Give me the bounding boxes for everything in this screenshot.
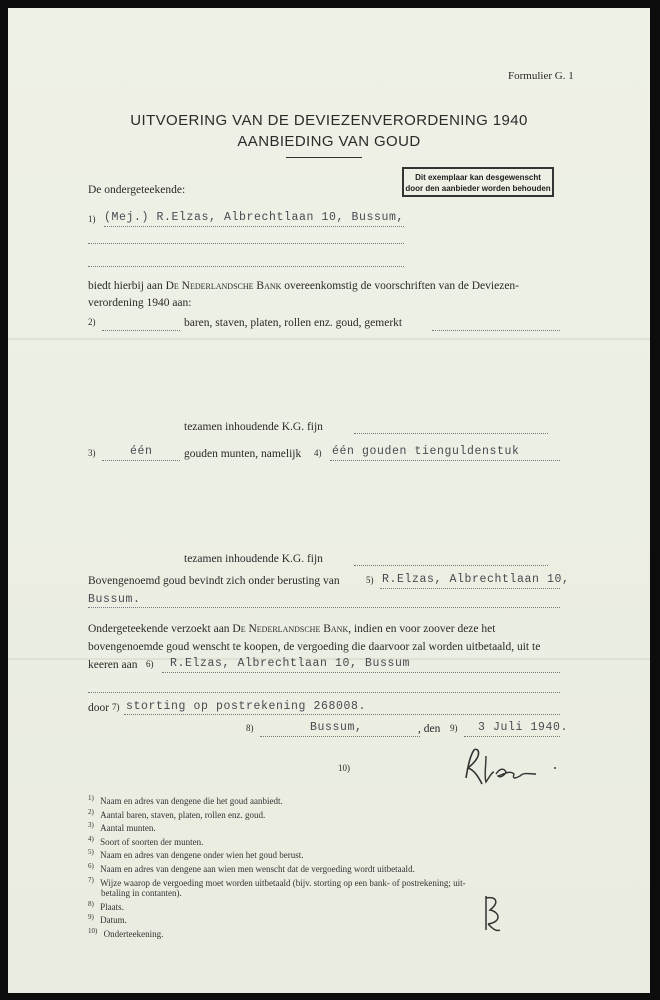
offer-text-post: overeenkomstig de voorschriften van de Deviezen- <box>284 280 519 292</box>
footnote-num: 1) <box>88 794 94 802</box>
offer-text-line-2: verordening 1940 aan: <box>88 297 192 309</box>
date-line <box>464 736 560 737</box>
undersigned-label: De ondergeteekende: <box>88 184 186 196</box>
date-label: , den <box>418 723 441 735</box>
title-line-1: UITVOERING VAN DE DEVIEZENVERORDENING 1940 <box>130 112 528 129</box>
footnote-4 <box>88 834 568 848</box>
custody-text: Bovengenoemd goud bevindt zich onder berusting van <box>88 575 340 587</box>
footnote-text: Aantal baren, staven, platen, rollen enz. goud. <box>100 809 266 820</box>
footnote-5 <box>88 847 568 861</box>
form-sheet <box>8 8 650 993</box>
fold-crease-upper <box>8 338 650 340</box>
footnote-num: 8) <box>88 899 94 908</box>
footnote-text: Naam en adres van dengene die het goud aanbiedt. <box>100 796 283 806</box>
initials-mark <box>478 892 508 936</box>
place-line <box>260 736 420 737</box>
coin-type-line <box>330 460 560 461</box>
retain-copy-note-line-1: Dit exemplaar kan desgewenscht <box>415 173 541 182</box>
fine-weight-line-1 <box>354 433 548 434</box>
footnote-text: betaling in contanten). <box>101 888 182 899</box>
bars-text: baren, staven, platen, rollen enz. goud, gemerkt <box>184 317 403 329</box>
footnote-text: Datum. <box>100 915 127 926</box>
request-line-3: keeren aan <box>88 659 138 671</box>
footnote-text: Naam en adres van dengene aan wien men wenscht dat de vergoeding wordt uitbetaald. <box>100 863 415 874</box>
footnote-text: Onderteekening. <box>103 928 164 939</box>
footnote-num: 3) <box>88 821 94 830</box>
footnote-num: 4) <box>88 834 94 843</box>
ref-8: 8) <box>246 723 254 733</box>
footnote-text: Soort of soorten der munten. <box>100 836 204 847</box>
request-line-1 <box>88 623 495 635</box>
request-line-2: bovengenoemde goud wenscht te koopen, de vergoeding die daarvoor zal worden uitbetaald, uit te <box>88 641 541 653</box>
signature-image <box>456 744 566 788</box>
footnote-7 <box>88 875 568 889</box>
filled-custody-line-2: Bussum. <box>88 593 141 606</box>
ref-5: 5) <box>366 575 374 585</box>
coin-count-line <box>102 460 180 461</box>
form-code: Formulier G. 1 <box>508 70 574 82</box>
retain-copy-note-line-2: door den aanbieder worden behouden <box>405 184 551 193</box>
bank-name: De Nederlandsche Bank <box>165 280 282 292</box>
ref-4: 4) <box>314 448 322 458</box>
payee-line-1 <box>162 672 560 673</box>
request-text-post: , indien en voor zoover deze het <box>348 623 496 635</box>
footnote-3 <box>88 820 568 834</box>
filled-coin-count: één <box>130 445 153 458</box>
bars-marking-line <box>432 330 560 331</box>
ref-1: 1) <box>88 214 96 224</box>
ref-3: 3) <box>88 448 96 458</box>
coins-text: gouden munten, namelijk <box>184 448 302 460</box>
filled-name-address: (Mej.) R.Elzas, Albrechtlaan 10, Bussum, <box>104 211 405 224</box>
footnote-6 <box>88 861 568 875</box>
fine-weight-label-1: tezamen inhoudende K.G. fijn <box>184 421 323 433</box>
filled-coin-type: één gouden tienguldenstuk <box>332 445 520 458</box>
ref-9: 9) <box>450 723 458 733</box>
filled-date: 3 Juli 1940. <box>478 721 569 734</box>
request-text-pre: Ondergeteekende verzoekt aan <box>88 623 230 635</box>
ref-6: 6) <box>146 659 154 669</box>
footnote-num: 2) <box>88 807 94 816</box>
footnote-num: 7) <box>88 875 94 884</box>
name-address-line-3 <box>88 266 404 267</box>
custody-line-1 <box>380 588 560 589</box>
footnote-num: 5) <box>88 848 94 857</box>
name-address-line-2 <box>88 243 404 244</box>
ref-10: 10) <box>338 763 350 773</box>
filled-payee: R.Elzas, Albrechtlaan 10, Bussum <box>170 657 411 670</box>
offer-paragraph <box>88 278 562 312</box>
bank-name-2: De Nederlandsche Bank <box>232 623 349 635</box>
footnote-text: Plaats. <box>100 901 124 912</box>
footnote-1 <box>88 793 568 807</box>
footnote-num: 9) <box>88 913 94 922</box>
filled-payment-method: storting op postrekening 268008. <box>126 700 367 713</box>
footnote-2 <box>88 807 568 821</box>
ref-7: 7) <box>112 702 120 712</box>
filled-custody-line-1: R.Elzas, Albrechtlaan 10, <box>382 573 570 586</box>
footnote-num: 6) <box>88 861 94 870</box>
filled-place: Bussum, <box>310 721 363 734</box>
bars-count-line <box>102 330 180 331</box>
via-label: door <box>88 702 110 714</box>
footnote-num: 10) <box>88 926 98 935</box>
retain-copy-note <box>402 167 554 197</box>
payment-method-line <box>124 714 560 715</box>
fine-weight-label-2: tezamen inhoudende K.G. fijn <box>184 553 323 565</box>
footnote-text: Wijze waarop de vergoeding moet worden uitbetaald (bijv. storting op een bank- of postrekening; uit- <box>100 877 466 888</box>
name-address-line-1 <box>104 226 404 227</box>
payee-line-2 <box>88 692 560 693</box>
fine-weight-line-2 <box>354 565 548 566</box>
footnote-text: Aantal munten. <box>100 823 156 834</box>
title-underline <box>286 157 362 158</box>
title-line-2: AANBIEDING VAN GOUD <box>237 133 421 150</box>
footnote-text: Naam en adres van dengene onder wien het goud berust. <box>100 850 304 861</box>
ref-2: 2) <box>88 317 96 327</box>
custody-line-2 <box>88 607 560 608</box>
offer-text-pre: biedt hierbij aan <box>88 280 163 292</box>
